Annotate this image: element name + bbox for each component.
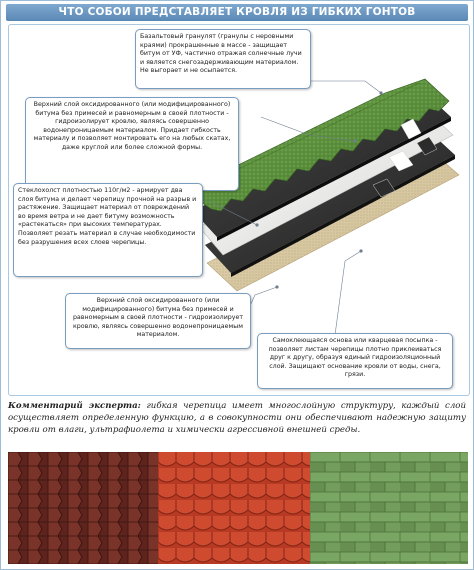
expert-comment-label: Комментарий эксперта:: [8, 401, 141, 411]
sample-brick-pattern: [310, 452, 468, 564]
sample-scale-pattern: [158, 452, 310, 564]
diagram-panel: [8, 24, 470, 396]
sample-brick: [310, 452, 468, 564]
expert-comment: [8, 400, 466, 448]
callout-base-text: Самоклеющаяся основа или кварцевая посыпка - позволяет листам черепицы плотно приклеиваться друг к другу, образуя единый гидроизоляционный слой. Защищают основание кровли от воды, снега, грязи.: [268, 337, 442, 379]
sample-hexagon: [8, 452, 158, 564]
callout-bottom-bitumen-text: Верхний слой оксидированного (или модифицированного) битума без примесей и равномерным в своей плотности - гидроизолирует кровлю, являясь совершенно водонепроницаемым материалом.: [72, 297, 244, 339]
callout-fiberglass-text: Стеклохолст плотностью 110г/м2 - армирует два слоя битума и делает черепицу прочной на разрыв и растяжение. Защищает материал от повреждений во время ветра и не дает битуму возможность «растекаться» при высоких температурах. Позволяет резать материал в случае необходимости без разрушения всех слоев черепицы.: [18, 187, 197, 246]
shingle-samples: [8, 452, 468, 564]
callout-top-bitumen: [25, 97, 239, 191]
expert-comment-text: гибкая черепица имеет многослойную структуру, каждый слой осуществляет определенную функцию, а в совокупности они обеспечивают надежную защиту кровли от влаги, ультрафиолета и химически агрессивной внешней среды.: [8, 401, 467, 435]
sample-scale: [158, 452, 310, 564]
callout-top-bitumen-text: Верхний слой оксидированного (или модифицированного) битума без примесей и равномерным в своей плотности - гидроизолирует кровлю, являясь совершенно водонепроницаемым материалом. Придает гибкость материалу и позволяет монтировать его на любых скатах, даже круглой или более сложной формы.: [33, 101, 231, 151]
callout-fiberglass: [13, 183, 203, 277]
callout-bottom-bitumen: [65, 293, 251, 349]
sample-hexagon-pattern: [8, 452, 158, 564]
callout-granulate-text: Базальтовый гранулят (гранулы с неровными краями) прокрашенные в массе - защищает битум от УФ, частично отражая солнечные лучи и является снегозадерживающим материалом. Не выгорает и не осыпается.: [140, 33, 302, 75]
page-title: ЧТО СОБОИ ПРЕДСТАВЛЯЕТ КРОВЛЯ ИЗ ГИБКИХ ГОНТОВ: [58, 6, 416, 18]
callout-base: [257, 333, 453, 389]
callout-granulate: [135, 29, 311, 89]
title-bar: [6, 4, 468, 21]
